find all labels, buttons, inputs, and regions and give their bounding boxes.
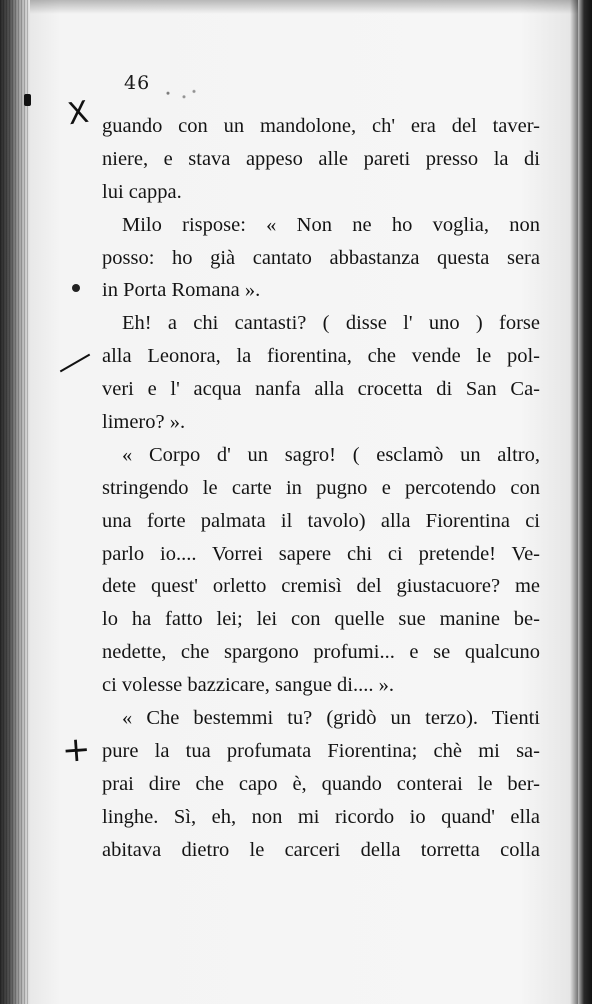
text-line: una forte palmata il tavolo) alla Fiorentina ci (102, 509, 540, 532)
text-line: Milo rispose: « Non ne ho voglia, non (122, 213, 540, 236)
text-line: dete quest' orletto cremisì del giustacuore? me (102, 575, 540, 598)
text-line: lo ha fatto lei; lei con quelle sue manine be- (102, 608, 540, 631)
margin-mark-dash (60, 354, 90, 373)
page-right-edge (578, 0, 592, 1004)
text-line: nedette, che spargono profumi... e se qualcuno (102, 641, 540, 664)
text-line: Eh! a chi cantasti? ( disse l' uno ) forse (122, 312, 540, 335)
margin-mark-x: X (65, 94, 91, 133)
text-line: alla Leonora, la fiorentina, che vende le pol- (102, 345, 540, 368)
text-line: ci volesse bazzicare, sangue di.... ». (102, 674, 395, 697)
ink-speckle (160, 86, 200, 104)
text-line: abitava dietro le carceri della torretta colla (102, 838, 540, 861)
text-line: parlo io.... Vorrei sapere chi ci pretende! Ve- (102, 542, 540, 565)
text-line: limero? ». (102, 411, 186, 434)
text-line: stringendo le carte in pugno e percotendo con (102, 476, 540, 499)
text-line: pure la tua profumata Fiorentina; chè mi sa- (102, 739, 540, 762)
body-text (102, 110, 540, 866)
text-line: prai dire che capo è, quando conterai le ber- (102, 772, 540, 795)
margin-mark-plus: + (60, 729, 92, 771)
margin-ink-blot (24, 94, 31, 106)
text-line: posso: ho già cantato abbastanza questa sera (102, 246, 540, 269)
page-top-shadow (30, 0, 580, 14)
text-line: « Che bestemmi tu? (gridò un terzo). Tienti (122, 707, 540, 730)
margin-ink-dot (72, 284, 80, 292)
text-line: linghe. Sì, eh, non mi ricordo io quand' ella (102, 805, 540, 828)
book-gutter (0, 0, 30, 1004)
text-line: guando con un mandolone, ch' era del taver- (102, 115, 540, 137)
text-line: lui cappa. (102, 180, 182, 203)
page-number: 46 (124, 72, 151, 94)
text-line: « Corpo d' un sagro! ( esclamò un altro, (122, 443, 540, 466)
text-line: in Porta Romana ». (102, 279, 261, 302)
text-line: niere, e stava appeso alle pareti presso la di (102, 147, 540, 170)
text-line: veri e l' acqua nanfa alla crocetta di San Ca- (102, 378, 540, 401)
